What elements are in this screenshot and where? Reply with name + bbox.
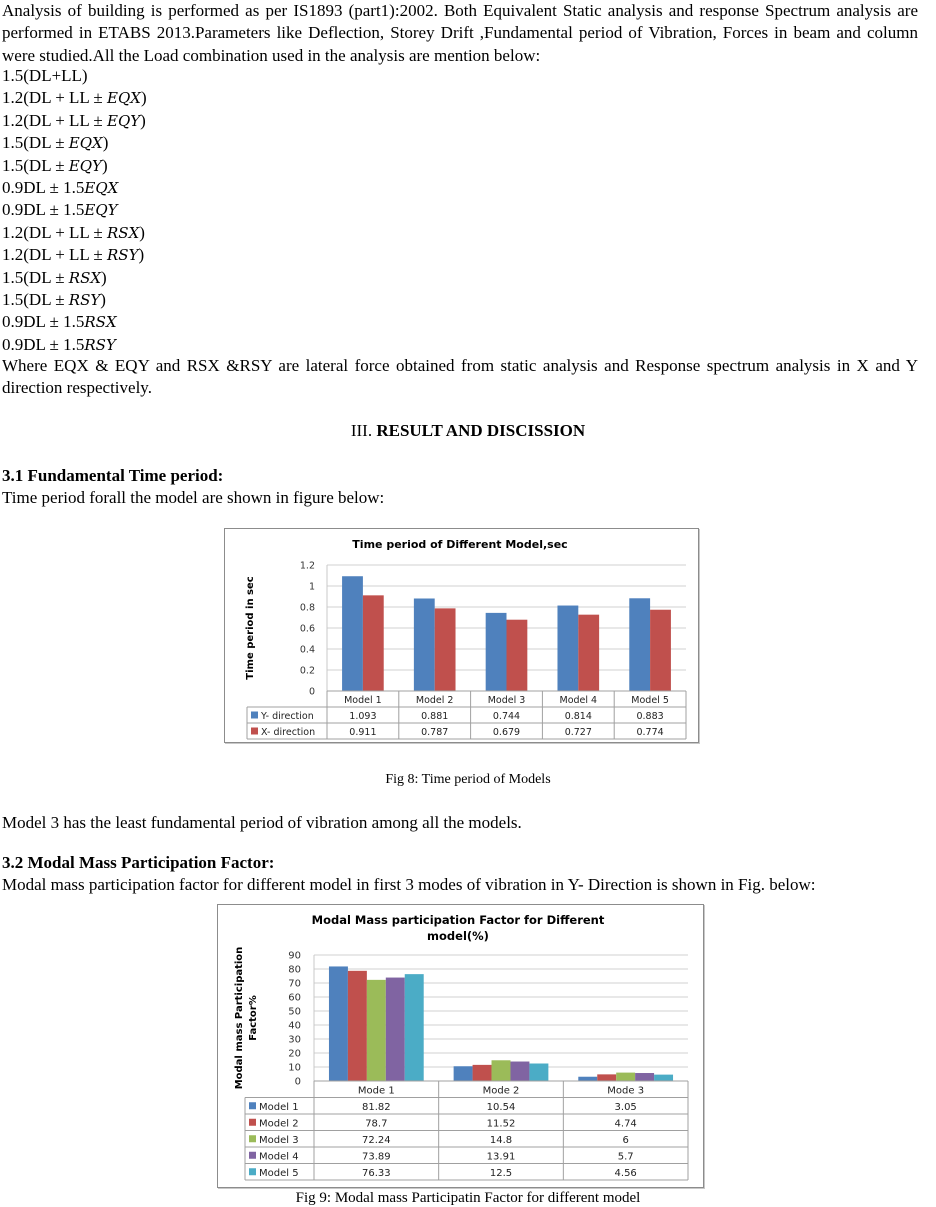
load-combination-variable: EQX [107,89,141,108]
data-label: 0.911 [349,727,377,738]
chart-title: model(%) [427,929,489,943]
category-label: Model 5 [631,695,669,706]
data-label: 0.787 [421,727,449,738]
y-tick-label: 0.8 [299,602,315,614]
y-tick-label: 90 [288,950,301,962]
bar-model-3-mode-2 [492,1060,511,1081]
y-tick-label: 0.2 [299,665,315,677]
section-heading [0,421,936,441]
load-combination [2,87,147,109]
load-combination-suffix: ) [101,155,108,175]
subsection-heading-modal-mass: 3.2 Modal Mass Participation Factor: [2,853,275,872]
legend-label: Y- direction [261,711,314,722]
bar-model-1-mode-3 [578,1077,597,1081]
data-label: 11.52 [486,1118,516,1130]
y-tick-label: 0 [294,1076,301,1088]
load-combination [2,155,108,177]
section-numeral: III. [350,421,373,440]
data-label: 0.679 [492,727,521,738]
y-axis-label: Modal mass Participation [234,946,245,1090]
bar-x-direction-model-3 [507,620,528,691]
legend-swatch [249,1119,256,1126]
bar-y-direction-model-5 [629,598,650,691]
load-combination [2,244,144,266]
data-label: 6 [622,1135,629,1146]
load-combination-prefix: 1.5(DL ± [2,155,69,175]
load-combination [2,199,118,221]
legend-swatch [249,1168,256,1175]
category-label: Mode 3 [607,1085,645,1097]
load-combination-prefix: 1.2(DL + LL ± [2,222,107,242]
load-combination-prefix: 0.9DL ± 1.5 [2,200,85,220]
load-combination-variable: EQY [84,201,118,220]
legend-label: Model 5 [259,1168,299,1179]
legend-label: Model 1 [259,1102,299,1113]
bar-model-5-mode-2 [529,1064,548,1082]
load-combination-variable: EQX [68,134,103,153]
data-label: 13.91 [486,1151,516,1163]
bar-model-5-mode-3 [654,1075,673,1081]
category-label: Model 2 [415,695,454,706]
chart-title: Time period of Different Model,sec [352,538,568,551]
legend-label: Model 3 [259,1135,299,1146]
load-combination [2,222,145,244]
load-combination [2,267,107,289]
category-label: Mode 2 [482,1085,520,1097]
intro-paragraph: Analysis of building is performed as per IS1893 (part1):2002. Both Equivalent Static analysis and response Spectrum analysis are performed in ETABS 2013.Parameters like Deflection, Storey Drift ,Fundamental period of Vibration, Forces in beam and column were studied.All the Load combination used in the analysis are mention below: [2,1,918,65]
load-combination-variable: RSX [84,313,117,332]
data-label: 5.7 [617,1151,634,1163]
bar-x-direction-model-4 [578,615,599,691]
bar-model-1-mode-2 [454,1066,473,1081]
bar-model-1-mode-1 [329,966,348,1081]
y-tick-label: 40 [288,1020,301,1032]
bar-model-2-mode-2 [473,1065,492,1081]
legend-swatch [251,728,258,735]
load-combination-suffix: ) [140,88,147,108]
y-tick-label: 0 [308,686,315,698]
load-combination-prefix: 0.9DL ± 1.5 [2,178,85,197]
bar-model-4-mode-1 [386,978,405,1081]
y-tick-label: 10 [288,1062,301,1074]
data-label: 0.774 [636,727,664,738]
load-combination-variable: EQX [84,179,119,197]
chart-time-period-svg [225,529,698,742]
legend-label: Model 4 [259,1151,299,1163]
load-combination-variable: EQY [107,111,141,130]
load-combination [2,311,117,333]
bar-x-direction-model-1 [363,595,384,691]
bar-model-2-mode-1 [348,971,367,1081]
y-tick-label: 80 [288,964,301,976]
category-label: Mode 1 [357,1085,395,1097]
data-label: 76.33 [362,1168,391,1179]
where-paragraph: Where EQX & EQY and RSX &RSY are lateral force obtained from static analysis and Response spectrum analysis in X and Y direction respectively. [2,356,918,398]
bar-model-4-mode-3 [635,1073,654,1081]
load-combination-suffix: ) [101,267,107,287]
load-combination-variable: EQY [68,156,102,175]
y-tick-label: 0.4 [299,644,315,656]
y-tick-label: 50 [288,1006,301,1018]
data-label: 3.05 [614,1102,637,1113]
y-tick-label: 1 [308,581,315,593]
y-tick-label: 0.6 [299,623,315,635]
data-label: 0.814 [564,711,592,722]
category-label: Model 1 [344,695,382,706]
load-combination-variable: RSY [68,291,101,309]
bar-model-3-mode-1 [367,980,386,1081]
bar-x-direction-model-5 [650,610,671,691]
data-label: 0.744 [492,711,521,722]
load-combination-prefix: 0.9DL ± 1.5 [2,334,85,354]
load-combination [2,289,106,311]
data-label: 10.54 [486,1102,516,1113]
legend-label: X- direction [261,727,316,738]
data-label: 12.5 [489,1168,513,1179]
figure-caption-9: Fig 9: Modal mass Participatin Factor for different model [295,1190,641,1206]
data-label: 78.7 [365,1118,388,1130]
load-combination [2,65,88,87]
load-combination [2,132,108,154]
load-combination-prefix: 1.2(DL + LL ± [2,88,107,108]
legend-label: Model 2 [259,1118,299,1130]
load-combination-variable: RSY [107,246,139,265]
data-label: 0.727 [564,727,592,738]
subsection-heading-time-period: 3.1 Fundamental Time period: [2,466,224,485]
bar-y-direction-model-2 [414,598,435,691]
load-combination-variable: RSX [107,223,140,242]
bar-model-4-mode-2 [510,1062,529,1081]
data-label: 0.881 [421,711,449,722]
chart-modal-mass [217,904,704,1188]
data-label: 4.56 [614,1168,637,1179]
legend-swatch [249,1102,256,1109]
section-title: RESULT AND DISCISSION [376,421,586,440]
y-tick-label: 1.2 [299,560,315,572]
bar-model-5-mode-1 [405,974,424,1081]
bar-x-direction-model-2 [435,608,456,691]
chart-title: Modal Mass participation Factor for Different [311,913,605,927]
load-combination-suffix: ) [139,222,145,242]
load-combination-prefix: 1.5(DL ± [2,267,69,287]
conclusion-text: Model 3 has the least fundamental period of vibration among all the models. [2,813,522,832]
category-label: Model 4 [559,695,598,706]
y-tick-label: 20 [288,1048,301,1060]
chart-time-period [224,528,699,743]
bar-model-2-mode-3 [597,1074,616,1081]
category-label: Model 3 [487,695,526,706]
load-combination-prefix: 0.9DL ± 1.5 [2,312,85,332]
data-label: 14.8 [489,1135,513,1146]
load-combination-prefix: 1.5(DL ± [2,290,69,309]
bar-y-direction-model-3 [486,613,507,691]
y-tick-label: 60 [288,992,301,1004]
legend-swatch [249,1152,256,1159]
load-combination-suffix: ) [138,245,145,265]
data-label: 73.89 [362,1151,391,1163]
load-combination-prefix: 1.2(DL + LL ± [2,245,107,265]
load-combination [2,110,146,132]
subsection-text-time-period: Time period forall the model are shown in figure below: [2,488,385,507]
data-label: 72.24 [362,1135,391,1146]
load-combination-variable: RSX [68,268,102,287]
y-axis-label: Time period in sec [245,576,256,680]
bar-model-3-mode-3 [616,1073,635,1081]
legend-swatch [251,712,258,719]
load-combination-suffix: ) [100,290,106,309]
data-label: 0.883 [636,711,664,722]
legend-swatch [249,1135,256,1142]
load-combination-variable: RSY [84,335,116,354]
load-combination-prefix: 1.2(DL + LL ± [2,110,107,130]
figure-caption-8: Fig 8: Time period of Models [385,772,551,787]
load-combination [2,177,118,199]
y-tick-label: 30 [288,1034,301,1046]
y-axis-label: Factor% [248,995,259,1041]
load-combination-suffix: ) [102,133,109,153]
load-combination [2,334,116,356]
bar-y-direction-model-4 [557,606,578,691]
chart-modal-mass-svg [218,905,703,1187]
load-combination-prefix: 1.5(DL ± [2,133,69,153]
load-combination-prefix: 1.5(DL+LL) [2,66,88,85]
y-tick-label: 70 [288,978,301,990]
subsection-text-modal-mass: Modal mass participation factor for different model in first 3 modes of vibration in Y- Direction is shown in Fig. below: [2,875,816,894]
data-label: 4.74 [614,1118,637,1130]
load-combination-suffix: ) [140,110,146,130]
data-label: 1.093 [349,711,377,722]
bar-y-direction-model-1 [342,576,363,691]
data-label: 81.82 [362,1102,391,1113]
